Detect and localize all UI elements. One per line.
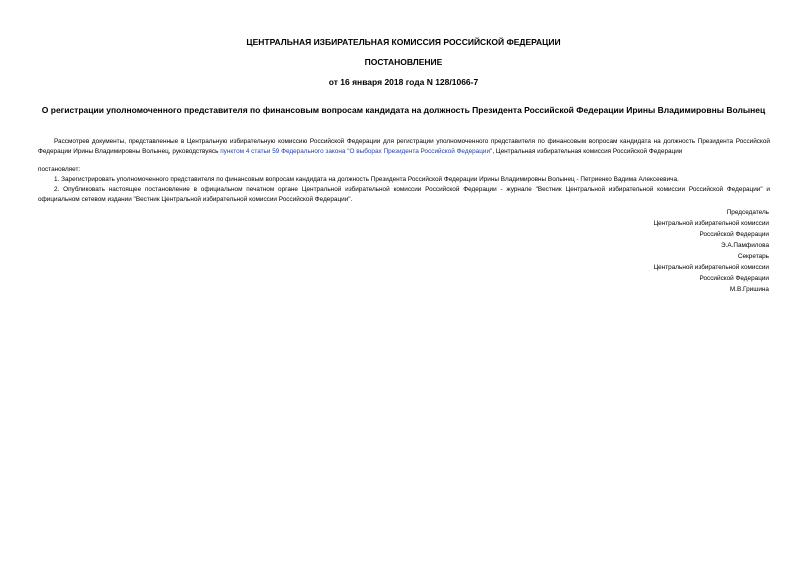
paragraph-item-1: 1. Зарегистрировать уполномоченного представителя по финансовым вопросам кандидата на должность Президента Российской Федерации Ирины Владимировны Волынец - Петриенко Вадима Алексеевича. [54, 176, 679, 183]
chair-org-line-2: Российской Федерации [699, 231, 769, 238]
secretary-name: М.В.Гришина [729, 286, 769, 293]
chair-org-line-1: Центральной избирательной комиссии [653, 220, 769, 227]
secretary-org-line-1: Центральной избирательной комиссии [653, 264, 769, 271]
paragraph-resolves: постановляет: [38, 166, 81, 173]
preamble-text-start: Рассмотрев документы, представленные в Центральную избирательную комиссию Российской Федерации для регистрации уполномоченного представителя по финансовым вопросам кандидата на должность Президента Российской Федерации Ирины Владимировны Волынец, руководствуясь [38, 138, 770, 155]
paragraph-preamble [38, 137, 770, 156]
paragraph-item-2: 2. Опубликовать настоящее постановление в официальном печатном органе Центральной избирательной комиссии Российской Федерации - журнале "Вестник Центральной избирательной комиссии Российской Федерации" и официальном сетевом издании "Вестник Центральной избирательной комиссии Российской Федерации". [38, 186, 770, 203]
signature-block [519, 207, 769, 295]
document-title: О регистрации уполномоченного представителя по финансовым вопросам кандидата на должность Президента Российской Федерации Ирины Владимировны Волынец [41, 105, 766, 115]
chair-name: Э.А.Памфилова [720, 242, 769, 249]
secretary-title: Секретарь [737, 253, 769, 260]
secretary-org-line-2: Российской Федерации [699, 275, 769, 282]
document-type-heading: ПОСТАНОВЛЕНИЕ [364, 57, 443, 67]
chair-title: Председатель [726, 209, 769, 216]
document-date-number: от 16 января 2018 года N 128/1066-7 [328, 77, 479, 87]
preamble-text-end: , Центральная избирательная комиссия Российской Федерации [492, 147, 683, 155]
law-reference-link[interactable]: пунктом 4 статьи 59 Федерального закона "О выборах Президента Российской Федерации" [220, 147, 493, 155]
organization-heading: ЦЕНТРАЛЬНАЯ ИЗБИРАТЕЛЬНАЯ КОМИССИЯ РОССИЙСКОЙ ФЕДЕРАЦИИ [246, 37, 561, 47]
